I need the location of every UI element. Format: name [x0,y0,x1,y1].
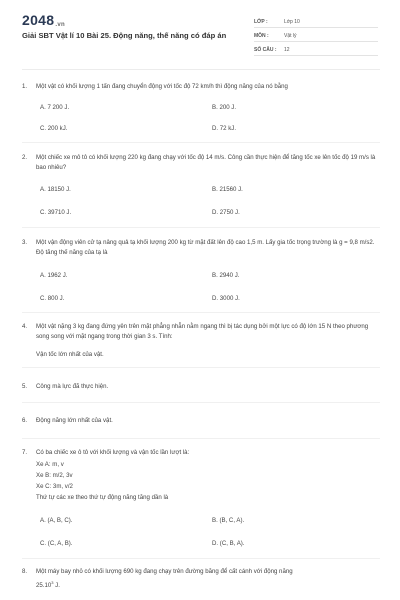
question-text: Một vật nặng 3 kg đang đứng yên trên mặt phẳng nhẵn nằm ngang thì bị tác dụng bởi một lực có độ lớn 15 N theo phương song song với mặt ngang trong thời gian 3 s. Tính: [36,323,369,340]
question-text: Động năng lớn nhất của vật. [36,417,113,424]
option-c[interactable] [40,125,67,132]
question-number: 5. [22,383,28,390]
option-text: D. (C, B, A). [212,540,245,547]
question-number: 4. [22,323,28,330]
option-a[interactable] [40,104,69,111]
meta-row-class [254,14,378,28]
option-text: C. (C, A, B). [40,540,73,547]
question-subtext: Vận tốc lớn nhất của vật. [36,351,104,358]
meta-row-count [254,42,378,56]
energy-unit: J. [53,582,60,590]
site-logo[interactable] [22,12,65,28]
option-text: B. 2940 J. [212,272,240,279]
option-b[interactable] [212,186,243,193]
option-d[interactable] [212,540,245,547]
header [0,0,400,62]
option-c[interactable] [40,209,71,216]
question-text: Một vận động viên cử tạ nâng quả tạ khối lượng 200 kg từ mặt đất lên độ cao 1,5 m. Lấy gia tốc trọng trường là g = 9,8 m/s2. Độ tăng thế năng của tạ là [36,239,375,256]
option-c[interactable] [40,295,64,302]
option-text: B. 200 J. [212,104,237,111]
question-divider [22,367,380,368]
question-text: Một máy bay nhỏ có khối lượng 690 kg đang chạy trên đường băng để cất cánh với động năng [36,568,293,575]
option-text: C. 200 kJ. [40,125,68,132]
option-text: C. 39710 J. [40,209,72,216]
header-divider [22,69,380,70]
question-divider [22,558,380,559]
option-text: A. (A, B, C). [40,517,73,524]
option-text: B. (B, C, A). [212,517,245,524]
question-text: Một chiếc xe mô tô có khối lượng 220 kg đang chạy với tốc độ 14 m/s. Công cần thực hiện để tăng tốc xe lên tốc độ 19 m/s là bao nhiêu? [36,154,376,171]
option-c[interactable] [40,540,73,547]
option-d[interactable] [212,209,240,216]
page-title: Giải SBT Vật lí 10 Bài 25. Động năng, thế năng có đáp án [22,31,227,40]
question-divider [22,438,380,439]
question-text: Có ba chiếc xe ô tô với khối lượng và vận tốc lần lượt là: [36,449,190,456]
option-a[interactable] [40,186,71,193]
question-text: Công mà lực đã thực hiện. [36,383,109,390]
option-text: D. 3000 J. [212,295,240,302]
meta-value: Lớp 10 [284,19,300,25]
option-text: D. 2750 J. [212,209,240,216]
question-divider [22,227,380,228]
meta-label: SỐ CÂU : [254,47,277,53]
question-text: Một vật có khối lượng 1 tấn đang chuyển động với tốc độ 72 km/h thì động năng của nó bằng [36,83,288,90]
question-number: 2. [22,154,28,161]
option-b[interactable] [212,272,239,279]
meta-value: Vật lý [284,33,297,39]
option-a[interactable] [40,272,67,279]
option-text: A. 7 200 J. [40,104,70,111]
meta-label: MÔN : [254,33,269,39]
question-number: 3. [22,239,28,246]
option-text: D. 72 kJ. [212,125,237,132]
energy-base: 25.10 [36,582,52,590]
question-number: 6. [22,417,28,424]
option-b[interactable] [212,517,244,524]
meta-value: 12 [284,47,290,53]
question-line [36,578,60,590]
option-text: B. 21560 J. [212,186,243,193]
option-b[interactable] [212,104,236,111]
option-d[interactable] [212,295,240,302]
brand-name: 2048 [22,12,55,28]
question-line: Xe B: m/2, 3v [36,472,73,479]
meta-row-subject [254,28,378,42]
option-text: A. 1962 J. [40,272,68,279]
brand-suffix: .vn [55,22,65,28]
question-line: Thứ tự các xe theo thứ tự động năng tăng dần là [36,494,169,501]
question-line: Xe C: 3m, v/2 [36,483,73,490]
question-divider [22,402,380,403]
option-text: C. 800 J. [40,295,65,302]
question-divider [22,142,380,143]
option-d[interactable] [212,125,236,132]
question-line: Xe A: m, v [36,461,64,468]
question-number: 7. [22,449,28,456]
question-number: 8. [22,568,28,575]
question-number: 1. [22,83,28,90]
meta-label: LỚP : [254,19,268,25]
option-a[interactable] [40,517,73,524]
meta-info [254,14,378,56]
option-text: A. 18150 J. [40,186,71,193]
energy-exponent: 3 [51,580,54,585]
question-divider [22,312,380,313]
